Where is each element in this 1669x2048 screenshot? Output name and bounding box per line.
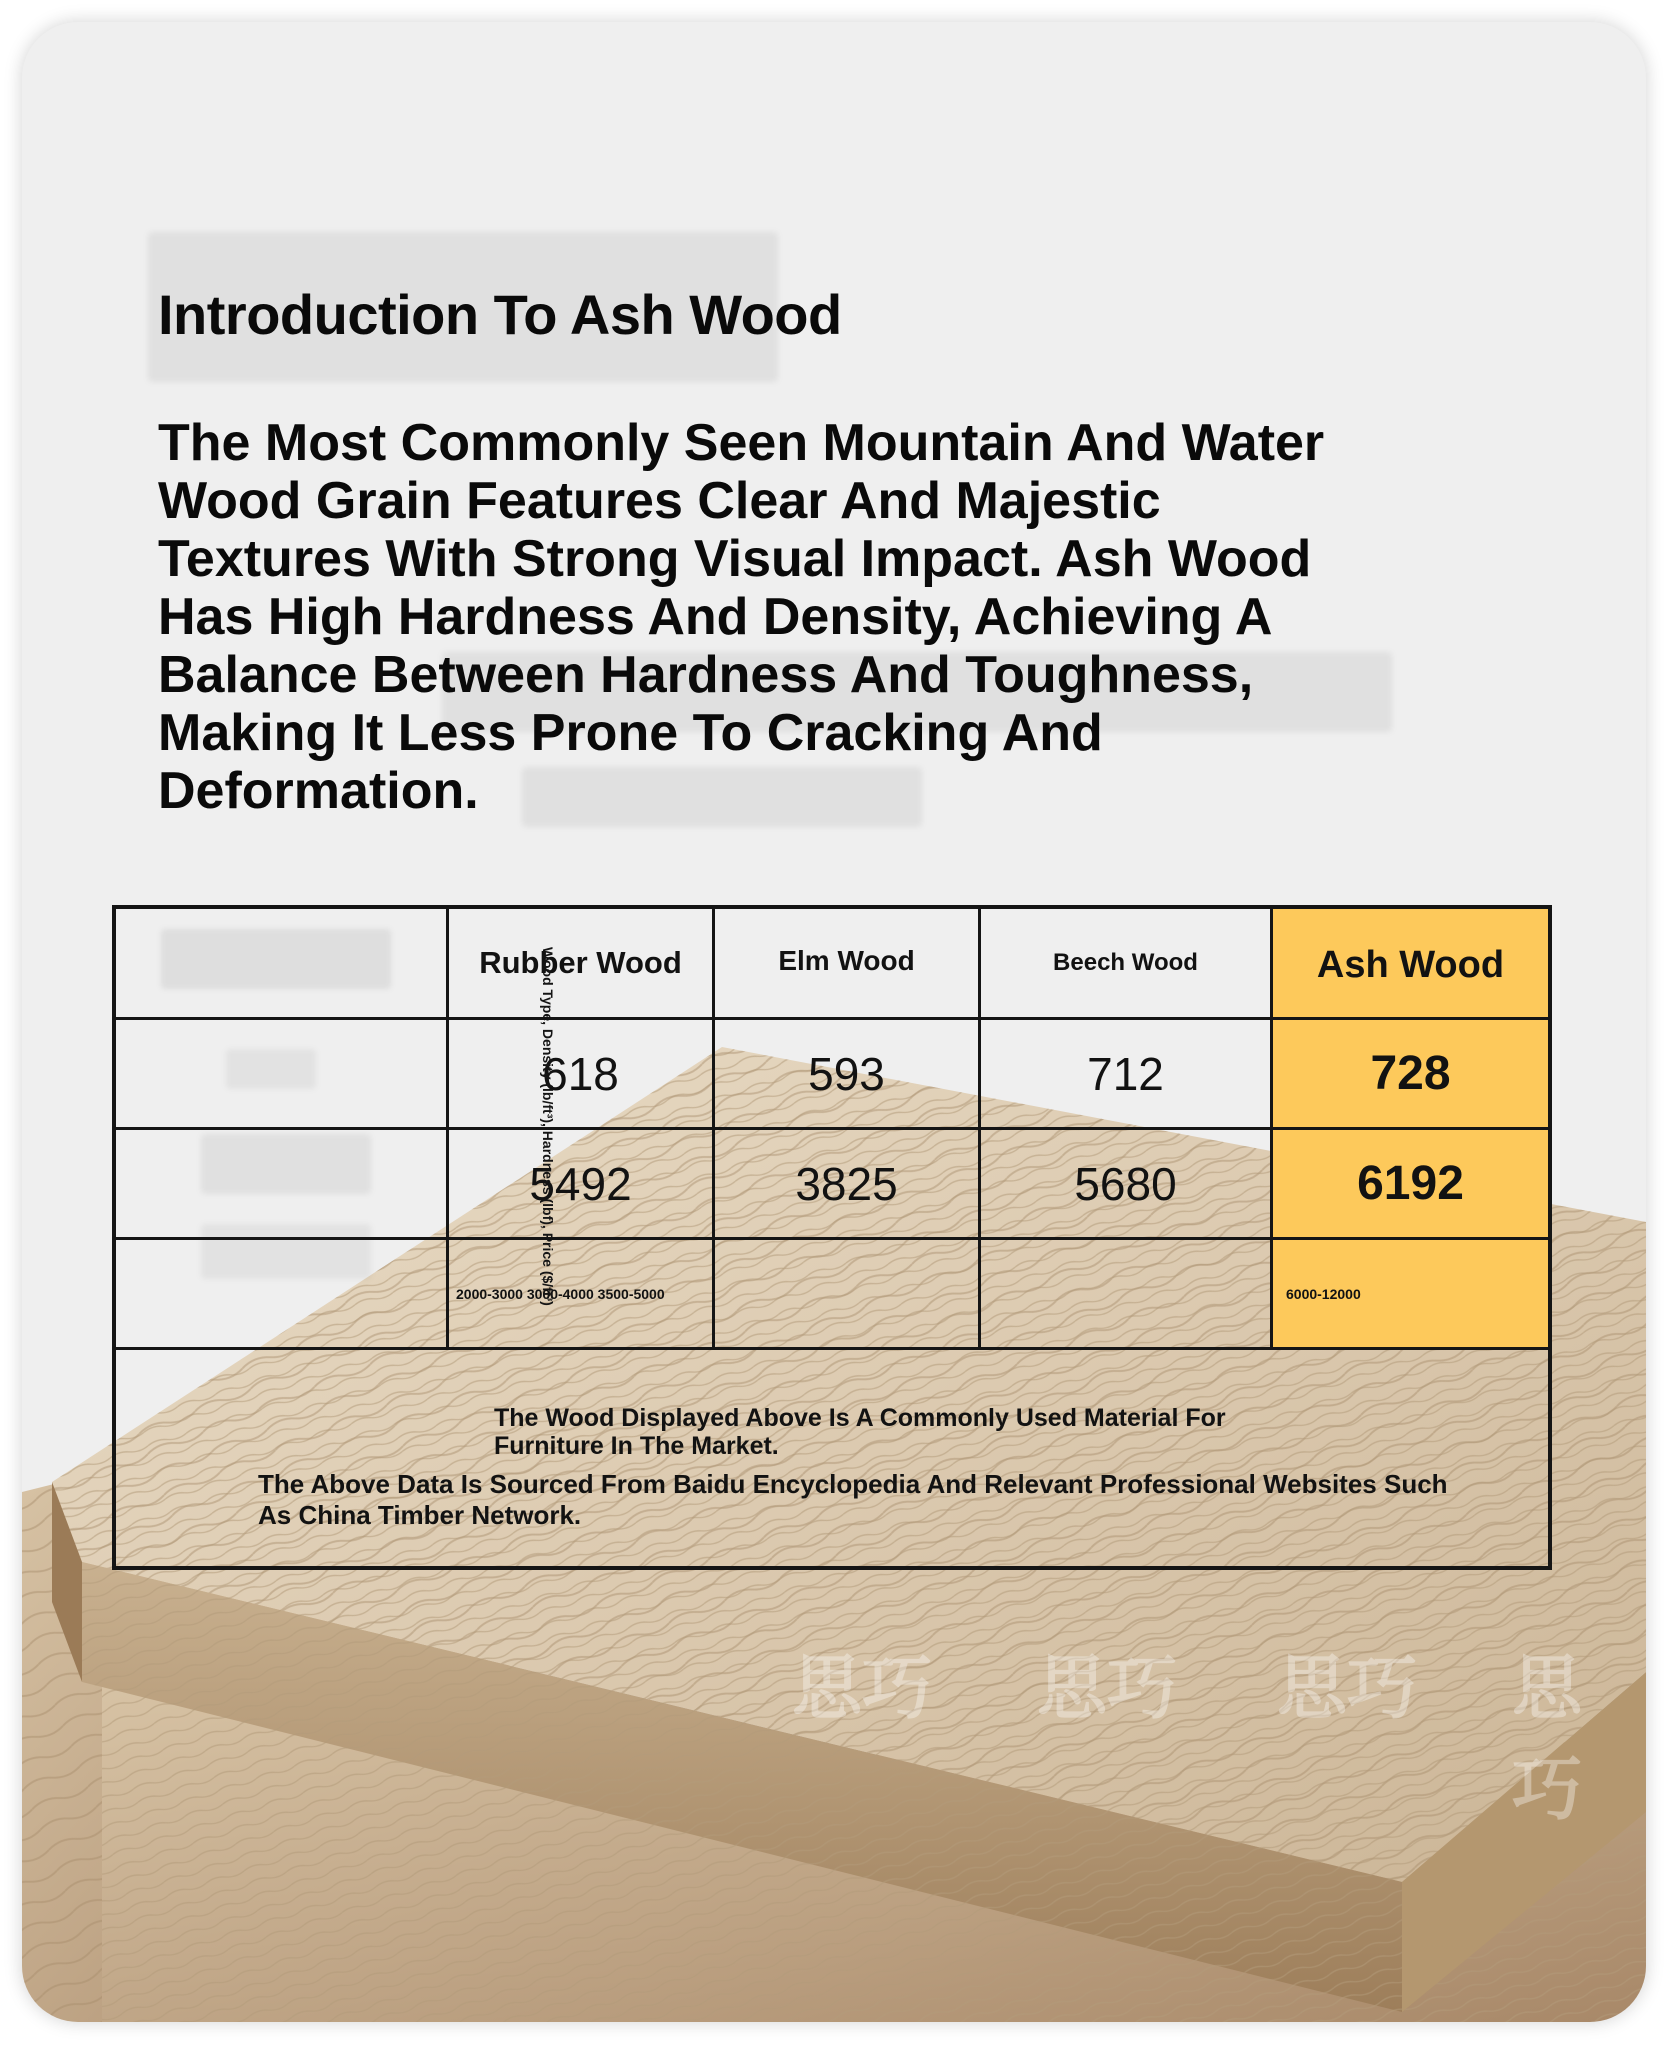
- intro-title: Introduction To Ash Wood: [158, 283, 842, 346]
- note-market: The Wood Displayed Above Is A Commonly Used Material For Furniture In The Market.: [494, 1404, 1226, 1460]
- hardness-elm: 3825: [795, 1157, 898, 1210]
- product-card: [22, 22, 1646, 2022]
- density-rubber: 618: [542, 1047, 619, 1100]
- hardness-beech: 5680: [1074, 1157, 1177, 1210]
- note-source: The Above Data Is Sourced From Baidu Encyclopedia And Relevant Professional Websites Such As China Timber Network.: [258, 1469, 1448, 1530]
- watermark: 思巧: [1277, 1649, 1417, 1727]
- hardness-rubber: 5492: [529, 1157, 632, 1210]
- row-label-blur: [161, 929, 391, 989]
- price-combined: 2000-3000 3000-4000 3500-5000: [456, 1285, 665, 1302]
- grid-line: [116, 1347, 1548, 1350]
- density-beech: 712: [1087, 1047, 1164, 1100]
- density-elm: 593: [808, 1047, 885, 1100]
- rotated-column-label: Wood Type, Density (lb/ft³), Hardness (lbf), Price ($/ft³): [540, 947, 556, 1306]
- density-ash: 728: [1370, 1047, 1451, 1100]
- watermark: 思巧: [1037, 1649, 1177, 1727]
- row-label-blur: [201, 1224, 371, 1279]
- watermark: 思巧: [792, 1649, 932, 1727]
- header-elm-wood: Elm Wood: [778, 945, 915, 976]
- header-beech-wood: Beech Wood: [1053, 949, 1198, 976]
- hardness-ash: 6192: [1357, 1157, 1464, 1210]
- row-label-blur: [226, 1049, 316, 1089]
- price-ash: 6000-12000: [1286, 1285, 1361, 1302]
- header-ash-wood: Ash Wood: [1316, 943, 1505, 986]
- watermark: 思巧: [1512, 1649, 1582, 1828]
- header-rubber-wood: Rubber Wood: [479, 945, 682, 980]
- row-label-blur: [201, 1134, 371, 1194]
- intro-body: The Most Commonly Seen Mountain And Water Wood Grain Features Clear And Majestic Textures With Strong Visual Impact. Ash Wood Has High Hardness And Density, Achieving A Balance Between Hardness And Toughness, Making It Less Prone To Cracking And Deformation.: [158, 414, 1325, 820]
